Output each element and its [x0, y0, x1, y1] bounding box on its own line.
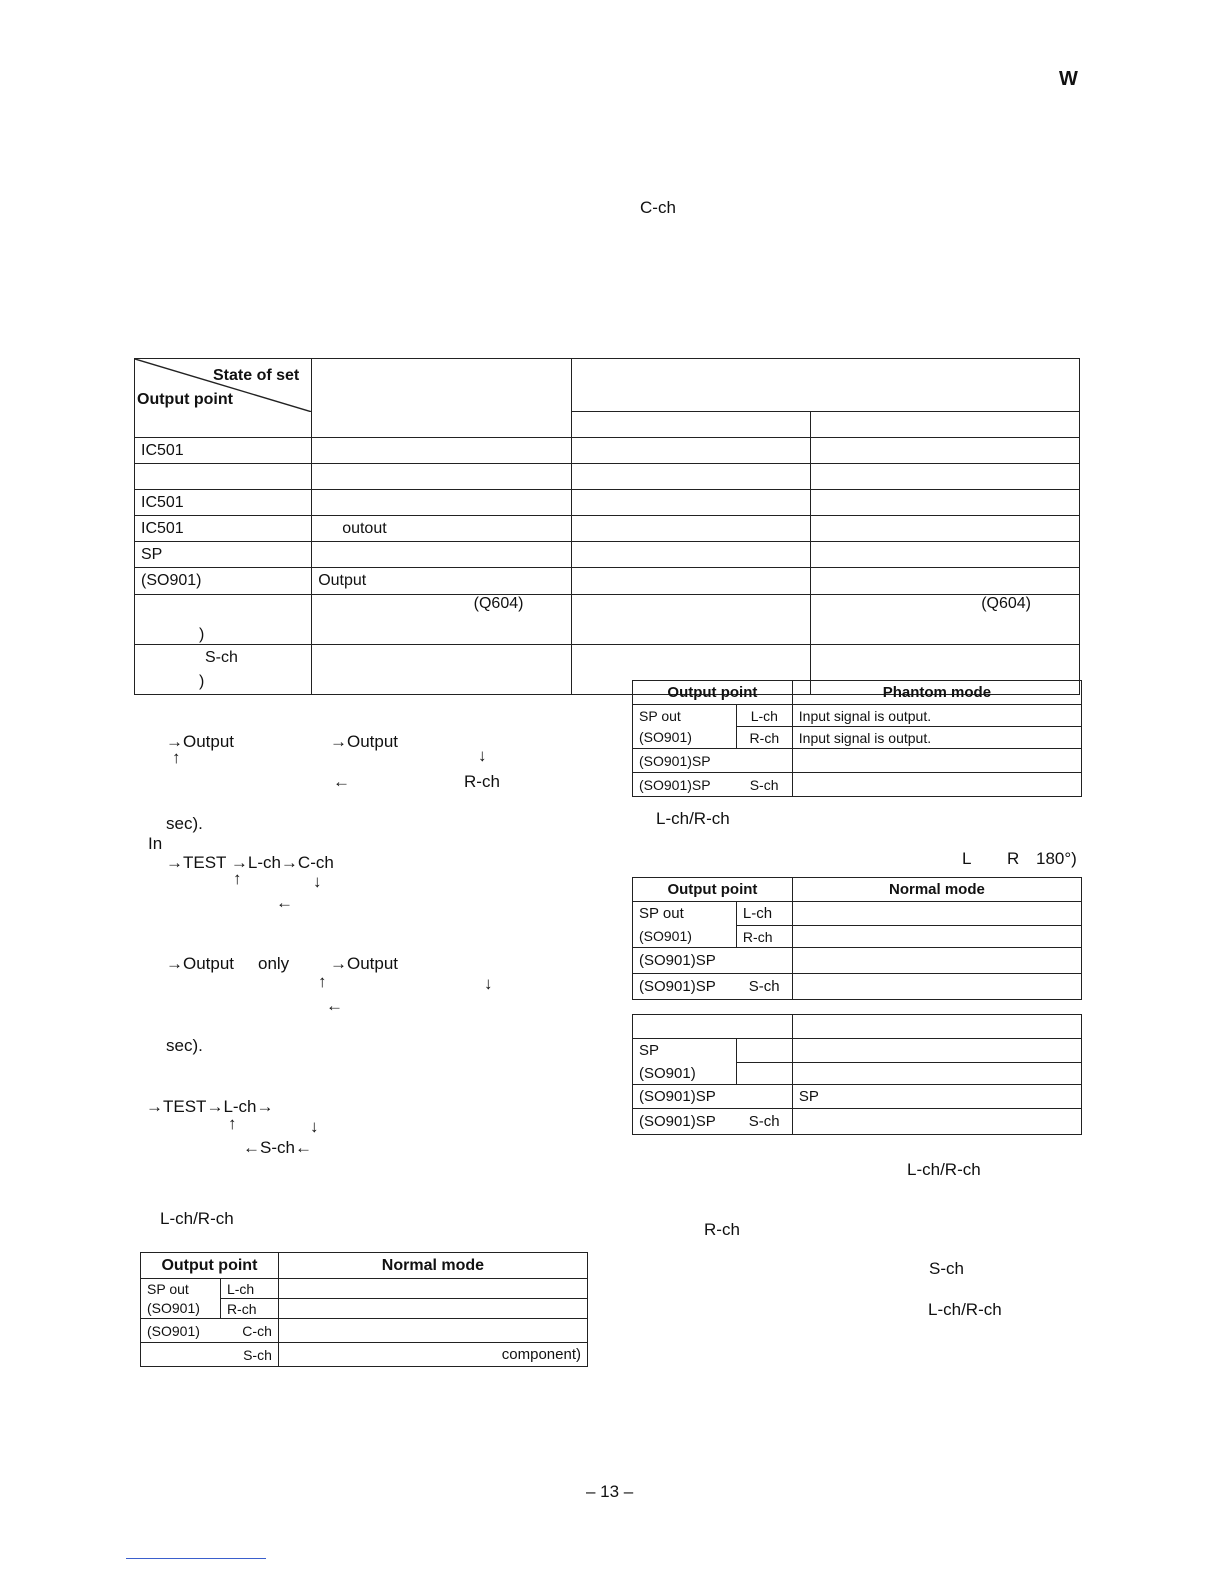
- bl-row1-a: SP out: [141, 1279, 221, 1299]
- sec-text-2: sec).: [166, 1036, 203, 1055]
- row6-c1: (SO901): [135, 568, 312, 595]
- row7-c4: (Q604): [810, 595, 1079, 645]
- row3-c1: IC501: [135, 490, 312, 516]
- pm-row4-c: [792, 773, 1081, 797]
- header-col34: [572, 359, 1080, 412]
- flow3-only: only: [258, 954, 290, 973]
- flow4-down-arrow: ↓: [310, 1117, 319, 1136]
- right-l: L: [962, 849, 972, 868]
- bl-row2-b: R-ch: [220, 1299, 278, 1319]
- row8-paren: ): [199, 672, 205, 690]
- row5-c4: [810, 542, 1079, 568]
- row7-c3: [572, 595, 810, 645]
- row8-c1: [135, 645, 312, 695]
- row2-c1: [135, 464, 312, 490]
- row3-c3: [572, 490, 810, 516]
- t3-row2-b: [736, 1063, 792, 1085]
- right-lchrch-3: L-ch/R-ch: [928, 1300, 1002, 1319]
- nm-row4-b: S-ch: [736, 974, 792, 1000]
- bl-header-normal-mode: Normal mode: [278, 1253, 587, 1279]
- row2-c2: [312, 464, 572, 490]
- row3-c2: [312, 490, 572, 516]
- pm-row1-c: Input signal is output.: [792, 705, 1081, 727]
- nm-header-normal-mode: Normal mode: [792, 878, 1081, 902]
- pm-row2-a: (SO901): [633, 727, 737, 749]
- right-normal-mode-table: [632, 877, 1082, 1000]
- corner-mark: W: [1059, 68, 1078, 90]
- pm-header-phantom-mode: Phantom mode: [792, 681, 1081, 705]
- cch-label-top: C-ch: [640, 198, 676, 217]
- row5-c3: [572, 542, 810, 568]
- bl-row1-b: L-ch: [220, 1279, 278, 1299]
- bl-row4-c: component): [278, 1343, 587, 1367]
- header-state-of-set: State of set: [213, 367, 300, 384]
- bl-row4-a: [141, 1343, 221, 1367]
- nm-row1-b: L-ch: [736, 902, 792, 926]
- right-third-table: [632, 1014, 1082, 1135]
- t3-row2-c: [792, 1063, 1081, 1085]
- flow4-up-arrow: ↑: [228, 1114, 237, 1133]
- nm-row1-c: [792, 902, 1081, 926]
- row2-c3: [572, 464, 810, 490]
- t3-row4-b: S-ch: [736, 1109, 792, 1135]
- t3-row2-a: (SO901): [633, 1063, 737, 1085]
- row7-c1: ): [135, 595, 312, 645]
- flow1-left-arrow: ←: [333, 772, 350, 791]
- flow1-rch: R-ch: [464, 772, 500, 791]
- pm-row3-c: [792, 749, 1081, 773]
- flow3-left-arrow: ←: [326, 996, 343, 1015]
- flow3-output-b: →Output: [330, 954, 399, 973]
- nm-row4-c: [792, 974, 1081, 1000]
- bottom-left-normal-table: [140, 1252, 588, 1367]
- pm-header-output-point: Output point: [633, 681, 793, 705]
- right-sch: S-ch: [929, 1259, 964, 1278]
- header-output-point: Output point: [137, 391, 233, 408]
- row3-c4: [810, 490, 1079, 516]
- header-diagonal-cell: [135, 359, 312, 438]
- row7-c2: (Q604): [312, 595, 572, 645]
- right-r: R: [1007, 849, 1020, 868]
- nm-row2-a: (SO901): [633, 926, 737, 948]
- row8-c2: [312, 645, 572, 695]
- t3-row1-a: SP: [633, 1039, 737, 1063]
- page-number: – 13 –: [586, 1482, 634, 1501]
- pm-row4-b: S-ch: [736, 773, 792, 797]
- row4-c4: [810, 516, 1079, 542]
- flow3-output-a: →Output: [166, 954, 235, 973]
- row5-c1: SP: [135, 542, 312, 568]
- nm-row4-a: (SO901)SP: [633, 974, 737, 1000]
- pm-row2-c: Input signal is output.: [792, 727, 1081, 749]
- header-col3: [572, 412, 810, 438]
- bl-row1-c: [278, 1279, 587, 1299]
- bl-row3-b: C-ch: [220, 1319, 278, 1343]
- flow1-output-b: →Output: [330, 732, 399, 751]
- t3-row1-b: [736, 1039, 792, 1063]
- nm-row3-a: (SO901)SP: [633, 948, 793, 974]
- nm-header-output-point: Output point: [633, 878, 793, 902]
- main-table: [134, 358, 1080, 695]
- pm-row4-a: (SO901)SP: [633, 773, 737, 797]
- phantom-mode-table: [632, 680, 1082, 797]
- t3-row1-c: [792, 1039, 1081, 1063]
- bl-row4-b: S-ch: [220, 1343, 278, 1367]
- flow2-left-arrow: ←: [276, 893, 293, 912]
- footer-rule: [126, 1558, 266, 1559]
- right-lchrch-1: L-ch/R-ch: [656, 809, 730, 828]
- t3-row4-a: (SO901)SP: [633, 1109, 737, 1135]
- flow4-sch-loop: ←S-ch←: [243, 1138, 312, 1157]
- left-lchrch: L-ch/R-ch: [160, 1209, 234, 1228]
- nm-row1-a: SP out: [633, 902, 737, 926]
- pm-row2-b: R-ch: [736, 727, 792, 749]
- flow1-down-arrow: ↓: [478, 746, 487, 765]
- nm-row2-b: R-ch: [736, 926, 792, 948]
- row1-c1: IC501: [135, 438, 312, 464]
- right-180-deg: 180°): [1036, 849, 1077, 868]
- in-text: In: [148, 834, 163, 853]
- flow4-test: →TEST→L-ch→: [146, 1097, 274, 1116]
- t3-header-c: [792, 1015, 1081, 1039]
- row4-c2: outout: [312, 516, 572, 542]
- nm-row2-c: [792, 926, 1081, 948]
- sec-text-1: sec).: [166, 814, 203, 833]
- right-lchrch-2: L-ch/R-ch: [907, 1160, 981, 1179]
- row6-c3: [572, 568, 810, 595]
- bl-row2-a: (SO901): [141, 1299, 221, 1319]
- flow3-up-arrow: ↑: [318, 972, 327, 991]
- right-rch: R-ch: [704, 1220, 740, 1239]
- t3-row3-c: SP: [792, 1085, 1081, 1109]
- t3-header-a: [633, 1015, 793, 1039]
- header-col2: [312, 359, 572, 438]
- nm-row3-c: [792, 948, 1081, 974]
- flow1-up-arrow: ↑: [172, 748, 181, 767]
- row6-c4: [810, 568, 1079, 595]
- flow1-output-a: →Output: [166, 732, 235, 751]
- row1-c4: [810, 438, 1079, 464]
- header-col4: [810, 412, 1079, 438]
- row6-c2: Output: [312, 568, 572, 595]
- flow3-down-arrow: ↓: [484, 974, 493, 993]
- bl-row2-c: [278, 1299, 587, 1319]
- row5-c2: [312, 542, 572, 568]
- t3-row4-c: [792, 1109, 1081, 1135]
- bl-header-output-point: Output point: [141, 1253, 279, 1279]
- row4-c3: [572, 516, 810, 542]
- row8-sch: S-ch: [205, 648, 238, 666]
- bl-row3-a: (SO901): [141, 1319, 221, 1343]
- row4-c1: IC501: [135, 516, 312, 542]
- bl-row3-c: [278, 1319, 587, 1343]
- row1-c2: [312, 438, 572, 464]
- pm-row3-a: (SO901)SP: [633, 749, 793, 773]
- flow2-test: →TEST →L-ch→C-ch: [166, 853, 334, 872]
- pm-row1-b: L-ch: [736, 705, 792, 727]
- pm-row1-a: SP out: [633, 705, 737, 727]
- row2-c4: [810, 464, 1079, 490]
- row1-c3: [572, 438, 810, 464]
- t3-row3-a: (SO901)SP: [633, 1085, 793, 1109]
- flow2-up-arrow: ↑: [233, 869, 242, 888]
- flow2-down-arrow: ↓: [313, 872, 322, 891]
